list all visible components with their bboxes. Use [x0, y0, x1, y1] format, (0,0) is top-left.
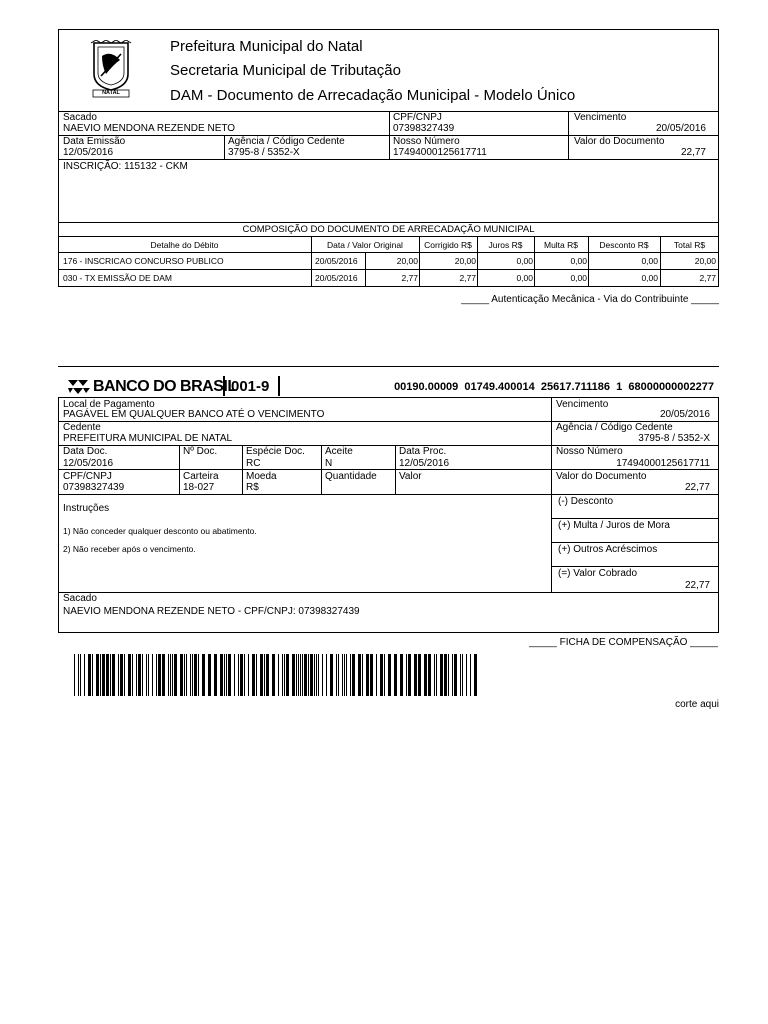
divider: [224, 135, 225, 159]
divider: [278, 376, 280, 396]
barcode-bar: [264, 654, 265, 696]
divider: [568, 111, 569, 159]
barcode-bar: [304, 654, 307, 696]
table-cell: 0,00: [570, 273, 587, 283]
sacado-value: NAEVIO MENDONA REZENDE NETO - CPF/CNPJ: 07398327439: [63, 606, 360, 617]
barcode-bar: [376, 654, 377, 696]
barcode-bar: [318, 654, 319, 696]
nosso-numero-value: 17494000125617711: [616, 458, 710, 469]
barcode-bar: [78, 654, 79, 696]
barcode-bar: [224, 654, 225, 696]
barcode-bar: [300, 654, 301, 696]
barcode-bar: [434, 654, 435, 696]
nosso-numero-label: Nosso Número: [556, 446, 623, 457]
bank-name: BANCO DO BRASIL: [93, 378, 237, 395]
barcode-bar: [292, 654, 295, 696]
barcode-bar: [124, 654, 125, 696]
barcode-bar: [248, 654, 249, 696]
barcode-bar: [394, 654, 397, 696]
agencia-label: Agência / Código Cedente: [228, 136, 345, 147]
column-header: Desconto R$: [599, 240, 649, 250]
barcode-bar: [448, 654, 449, 696]
vencimento-label: Vencimento: [556, 399, 609, 410]
divider: [389, 111, 390, 159]
especie-doc-label: Espécie Doc.: [246, 446, 305, 457]
divider: [58, 469, 719, 470]
multa-juros-label: (+) Multa / Juros de Mora: [558, 520, 670, 531]
table-cell: 20/05/2016: [315, 256, 358, 266]
divider: [58, 252, 719, 253]
barcode-bar: [260, 654, 263, 696]
barcode-bar: [388, 654, 391, 696]
divider: [551, 518, 719, 519]
barcode-bar: [80, 654, 81, 696]
barcode-bar: [470, 654, 471, 696]
data-doc-value: 12/05/2016: [63, 458, 114, 469]
aceite-value: N: [325, 458, 333, 469]
barcode-bar: [440, 654, 443, 696]
aceite-label: Aceite: [325, 446, 353, 457]
divider: [551, 542, 719, 543]
barcode-bar: [310, 654, 313, 696]
barcode-bar: [384, 654, 385, 696]
column-header: Corrigido R$: [424, 240, 472, 250]
barcode-bar: [148, 654, 149, 696]
table-cell: 20/05/2016: [315, 273, 358, 283]
cedente-value: PREFEITURA MUNICIPAL DE NATAL: [63, 433, 233, 444]
cedente-label: Cedente: [63, 422, 101, 433]
barcode-bar: [184, 654, 185, 696]
valor-cobrado-label: (=) Valor Cobrado: [558, 568, 638, 579]
barcode-bar: [444, 654, 447, 696]
barcode-bar: [436, 654, 437, 696]
ficha-compensacao-text: _____ FICHA DE COMPENSAÇÃO _____: [529, 637, 718, 648]
barcode-bar: [308, 654, 309, 696]
cpf-value: 07398327439: [63, 482, 125, 493]
barcode-bar: [168, 654, 169, 696]
desconto-label: (-) Desconto: [558, 496, 614, 507]
column-header: Juros R$: [488, 240, 523, 250]
barcode-bar: [380, 654, 383, 696]
quantidade-label: Quantidade: [325, 471, 377, 482]
barcode-bar: [406, 654, 407, 696]
divider: [58, 592, 719, 593]
table-cell: 2,77: [699, 273, 716, 283]
data-doc-label: Data Doc.: [63, 446, 108, 457]
barcode-bar: [278, 654, 279, 696]
local-pagamento-label: Local de Pagamento: [63, 399, 155, 410]
table-cell: 030 - TX EMISSÃO DE DAM: [63, 273, 172, 283]
outros-acrescimos-label: (+) Outros Acréscimos: [558, 544, 658, 555]
barcode-bar: [462, 654, 463, 696]
column-header: Multa R$: [543, 240, 578, 250]
barcode-bar: [152, 654, 153, 696]
barcode-bar: [466, 654, 467, 696]
table-cell: 20,00: [454, 256, 476, 266]
sacado-label: Sacado: [63, 112, 97, 123]
barcode-bar: [128, 654, 131, 696]
sacado-label: Sacado: [63, 593, 97, 604]
table-cell: 0,00: [516, 256, 533, 266]
crest-text: NATAL: [102, 90, 120, 96]
divider: [395, 445, 396, 494]
barcode-bar: [100, 654, 101, 696]
barcode-bar: [322, 654, 323, 696]
barcode-bar: [454, 654, 457, 696]
barcode-bar: [84, 654, 85, 696]
authentication-text: _____ Autenticação Mecânica - Via do Contribuinte _____: [461, 294, 719, 305]
barcode-bar: [192, 654, 193, 696]
barcode-bar: [198, 654, 199, 696]
barcode-bar: [424, 654, 427, 696]
linha-digitavel: 00190.00009 01749.400014 25617.711186 1 68000000002277: [394, 381, 714, 393]
barcode-bar: [346, 654, 347, 696]
cpf-label: CPF/CNPJ: [63, 471, 112, 482]
valor-cobrado-value: 22,77: [684, 580, 710, 591]
barcode-bar: [120, 654, 123, 696]
barcode-bar: [414, 654, 417, 696]
divider: [58, 494, 719, 495]
column-header: Detalhe do Débito: [150, 240, 219, 250]
barcode-bar: [460, 654, 461, 696]
barcode-bar: [474, 654, 477, 696]
barcode-bar: [146, 654, 147, 696]
barcode-bar: [238, 654, 239, 696]
nosso-numero-label: Nosso Número: [393, 136, 460, 147]
divider: [58, 159, 719, 160]
barcode-bar: [298, 654, 299, 696]
divider: [58, 222, 719, 223]
vencimento-value: 20/05/2016: [655, 123, 706, 134]
barcode-bar: [136, 654, 137, 696]
barcode-bar: [428, 654, 431, 696]
barcode-bar: [208, 654, 211, 696]
barcode-bar: [330, 654, 333, 696]
barcode-bar: [172, 654, 173, 696]
divider: [58, 269, 719, 270]
header-subtitle: Secretaria Municipal de Tributação: [170, 62, 401, 79]
bank-logo-icon: [66, 376, 92, 398]
barcode-bar: [336, 654, 337, 696]
barcode-bar: [418, 654, 421, 696]
barcode-bar: [350, 654, 351, 696]
divider: [223, 376, 225, 396]
natal-crest-icon: [88, 40, 134, 98]
barcode-bar: [244, 654, 245, 696]
barcode-bar: [228, 654, 231, 696]
table-cell: 20,00: [694, 256, 716, 266]
especie-doc-value: RC: [246, 458, 261, 469]
barcode-bar: [92, 654, 93, 696]
barcode-bar: [142, 654, 143, 696]
barcode-bar: [106, 654, 109, 696]
valor-documento-label: Valor do Documento: [574, 136, 665, 147]
barcode-bar: [240, 654, 243, 696]
barcode-bar: [400, 654, 403, 696]
barcode-bar: [226, 654, 227, 696]
nosso-numero-value: 17494000125617711: [393, 147, 487, 158]
valor-label: Valor: [399, 471, 422, 482]
instrucoes-label: Instruções: [63, 503, 110, 514]
table-cell: 0,00: [641, 273, 658, 283]
local-pagamento-value: PAGÁVEL EM QUALQUER BANCO ATÉ O VENCIMENTO: [63, 409, 325, 420]
barcode-bar: [234, 654, 235, 696]
barcode-bar: [220, 654, 223, 696]
cut-line: [58, 366, 719, 367]
barcode-bar: [202, 654, 205, 696]
table-cell: 2,77: [459, 273, 476, 283]
barcode-bar: [102, 654, 105, 696]
barcode-bar: [180, 654, 183, 696]
barcode-bar: [452, 654, 453, 696]
barcode-bar: [296, 654, 297, 696]
barcode-bar: [190, 654, 191, 696]
instrucao-2: 2) Não receber após o vencimento.: [63, 544, 196, 554]
barcode-bar: [138, 654, 141, 696]
divider: [551, 397, 552, 593]
barcode-bar: [174, 654, 177, 696]
barcode-bar: [316, 654, 317, 696]
header-title: Prefeitura Municipal do Natal: [170, 38, 363, 55]
barcode-bar: [156, 654, 157, 696]
barcode: [74, 654, 478, 696]
barcode-bar: [112, 654, 115, 696]
barcode-bar: [110, 654, 111, 696]
barcode-bar: [170, 654, 171, 696]
corte-aqui-text: corte aqui: [675, 699, 719, 710]
barcode-bar: [96, 654, 99, 696]
barcode-bar: [314, 654, 315, 696]
vencimento-label: Vencimento: [574, 112, 627, 123]
barcode-bar: [366, 654, 369, 696]
divider: [58, 236, 719, 237]
carteira-value: 18-027: [183, 482, 215, 493]
table-cell: 0,00: [641, 256, 658, 266]
header-document-title: DAM - Documento de Arrecadação Municipal - Modelo Único: [170, 87, 576, 104]
column-header: Total R$: [673, 240, 706, 250]
table-cell: 0,00: [570, 256, 587, 266]
bank-code: 001-9: [231, 378, 270, 395]
barcode-bar: [158, 654, 161, 696]
cpf-value: 07398327439: [393, 123, 455, 134]
vencimento-value: 20/05/2016: [659, 409, 710, 420]
barcode-bar: [408, 654, 411, 696]
instrucao-1: 1) Não conceder qualquer desconto ou abatimento.: [63, 526, 257, 536]
composition-title: COMPOSIÇÃO DO DOCUMENTO DE ARRECADAÇÃO MUNICIPAL: [242, 224, 535, 235]
barcode-bar: [88, 654, 91, 696]
barcode-bar: [214, 654, 217, 696]
sacado-value: NAEVIO MENDONA REZENDE NETO: [63, 123, 236, 134]
barcode-bar: [344, 654, 345, 696]
column-header: Data / Valor Original: [327, 240, 403, 250]
barcode-bar: [132, 654, 133, 696]
barcode-bar: [284, 654, 285, 696]
data-proc-label: Data Proc.: [399, 446, 447, 457]
table-cell: 176 - INSCRICAO CONCURSO PUBLICO: [63, 256, 224, 266]
cpf-label: CPF/CNPJ: [393, 112, 442, 123]
inscricao-text: INSCRIÇÃO: 115132 - CKM: [63, 161, 188, 172]
barcode-bar: [162, 654, 165, 696]
agencia-value: 3795-8 / 5352-X: [638, 433, 710, 444]
moeda-value: R$: [246, 482, 259, 493]
barcode-bar: [266, 654, 269, 696]
barcode-bar: [302, 654, 303, 696]
barcode-bar: [352, 654, 355, 696]
barcode-bar: [358, 654, 361, 696]
table-cell: 2,77: [401, 273, 418, 283]
table-cell: 0,00: [516, 273, 533, 283]
data-proc-value: 12/05/2016: [399, 458, 450, 469]
agencia-label: Agência / Código Cedente: [556, 422, 673, 433]
valor-documento-value: 22,77: [684, 482, 710, 493]
barcode-bar: [362, 654, 363, 696]
barcode-bar: [286, 654, 289, 696]
divider: [365, 252, 366, 287]
moeda-label: Moeda: [246, 471, 277, 482]
divider: [179, 445, 180, 494]
carteira-label: Carteira: [183, 471, 219, 482]
barcode-bar: [256, 654, 257, 696]
barcode-bar: [272, 654, 275, 696]
agencia-value: 3795-8 / 5352-X: [228, 147, 300, 158]
barcode-bar: [118, 654, 119, 696]
barcode-bar: [338, 654, 339, 696]
valor-documento-value: 22,77: [680, 147, 706, 158]
barcode-bar: [282, 654, 283, 696]
data-emissao-value: 12/05/2016: [63, 147, 114, 158]
barcode-bar: [186, 654, 187, 696]
divider: [551, 566, 719, 567]
divider: [242, 445, 243, 494]
barcode-bar: [370, 654, 373, 696]
valor-documento-label: Valor do Documento: [556, 471, 647, 482]
divider: [321, 445, 322, 494]
table-cell: 20,00: [396, 256, 418, 266]
data-emissao-label: Data Emissão: [63, 136, 126, 147]
barcode-bar: [194, 654, 197, 696]
numero-doc-label: Nº Doc.: [183, 446, 218, 457]
barcode-bar: [74, 654, 75, 696]
barcode-bar: [252, 654, 255, 696]
barcode-bar: [342, 654, 343, 696]
barcode-bar: [326, 654, 327, 696]
